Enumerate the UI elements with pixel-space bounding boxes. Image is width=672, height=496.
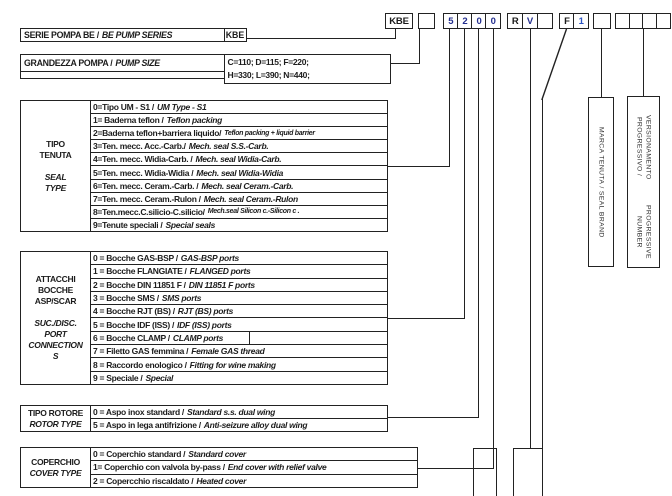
- v-code-connector-v: [530, 29, 531, 449]
- table-row: 1= Baderna teflon / Teflon packing: [91, 114, 387, 127]
- cover-type-label: [21, 448, 91, 487]
- size-label-box: [20, 54, 225, 72]
- table-row: 7 = Filetto GAS femmina / Female GAS thread: [91, 345, 387, 358]
- size-connector-h: [390, 63, 420, 64]
- table-row: 5 = Aspo in lega antifrizione / Anti-seizure alloy dual wing: [93, 420, 308, 430]
- section-label-line: TENUTA: [39, 149, 72, 160]
- section-label-line: SEAL: [44, 171, 67, 182]
- series-value-box: [224, 28, 247, 42]
- table-row: 2 = Copercchio riscaldato / Heated cover: [93, 475, 247, 486]
- section-label-line: TYPE: [44, 182, 66, 193]
- rotor-type-rows: [91, 406, 387, 431]
- code-cell: 2: [457, 13, 473, 29]
- size-values-line2: H=330; L=390; N=440;: [227, 70, 310, 80]
- code-cell: R: [507, 13, 523, 29]
- table-row: 0=Tipo UM - S1 / UM Type - S1: [91, 101, 387, 114]
- code-group-size: [418, 13, 435, 29]
- code-group-progressive: [615, 13, 671, 29]
- code-cell: KBE: [385, 13, 413, 29]
- table-row: 3 = Bocche SMS / SMS ports: [91, 292, 387, 305]
- ports-rows: [91, 252, 387, 384]
- section-label-line: TIPO ROTORE: [27, 407, 84, 418]
- table-row: 5 = Bocche IDF (ISS) / IDF (ISS) ports: [91, 318, 387, 331]
- row-inner-border: [249, 332, 250, 344]
- ports-label: [21, 252, 91, 384]
- rotor-type-label: [21, 406, 91, 431]
- f1-connector-v: [542, 99, 543, 448]
- section-label-line: COPERCHIO: [31, 456, 80, 467]
- progressive-connector-v: [643, 29, 644, 97]
- table-row: 6=Ten. mecc. Ceram.-Carb. / Mech. seal Ceram.-Carb.: [91, 180, 387, 193]
- section-label-line: SUC./DISC.: [34, 318, 77, 328]
- rotor-connector-h: [388, 417, 479, 418]
- progressive-number-side-box: [627, 96, 660, 268]
- table-row: 4 = Bocche RJT (BS) / RJT (BS) ports: [91, 305, 387, 318]
- table-row: 2=Baderna teflon+barriera liquido/ Teflon packing + liquid barrier: [91, 127, 387, 140]
- series-label-en: BE PUMP SERIES: [101, 30, 173, 40]
- code-cell: 1: [573, 13, 589, 29]
- table-row: 0 = Coperchio standard / Standard cover: [91, 448, 417, 461]
- size-row-extension-line: [20, 78, 225, 79]
- table-row: 7=Ten. mecc. Ceram.-Rulon / Mech. seal Ceram.-Rulon: [91, 193, 387, 206]
- section-label-line: TIPO: [46, 138, 65, 149]
- section-label-line: S: [52, 351, 59, 361]
- table-row: 1 = Bocche FLANGIATE / FLANGED ports: [91, 265, 387, 278]
- code-group-seal-brand: [593, 13, 611, 29]
- table-row: 6 = Bocche CLAMP / CLAMP ports: [91, 332, 387, 345]
- seal-connector-h: [388, 166, 450, 167]
- code-cell: [593, 13, 611, 29]
- code-cell: V: [522, 13, 538, 29]
- code-cell: F: [559, 13, 575, 29]
- vertical-label-line: MARCA TENUTA / SEAL BRAND: [597, 126, 605, 238]
- code-group-series: [385, 13, 413, 29]
- table-row: 0 = Aspo inox standard / Standard s.s. dual wing: [91, 406, 387, 419]
- rotor-type-table: [20, 405, 388, 432]
- code-cell: 0: [471, 13, 487, 29]
- code-cell: 0: [485, 13, 501, 29]
- cutoff-box-right: [513, 448, 543, 496]
- code-group-f1: [559, 13, 589, 29]
- section-label-line: ATTACCHI: [35, 274, 76, 284]
- table-row: 9 = Speciale / Special: [93, 372, 174, 383]
- code-group-rv: [507, 13, 553, 29]
- seal-brand-connector-v: [601, 29, 602, 98]
- code-cell: [537, 13, 553, 29]
- rotor-connector-v: [478, 29, 479, 418]
- vertical-label-line: VERSIONAMENTO PROGRESSIVO /: [635, 114, 652, 180]
- vertical-label-line: PROGRESSIVE NUMBER: [635, 205, 652, 260]
- series-label-box: [20, 28, 225, 42]
- table-row: 8 = Raccordo enologico / Fitting for wine making: [91, 358, 387, 371]
- seal-connector-v: [449, 29, 450, 167]
- section-label-line: COVER TYPE: [29, 467, 82, 478]
- cover-type-rows: [91, 448, 417, 487]
- seal-type-label: [21, 101, 91, 231]
- cover-type-table: [20, 447, 418, 488]
- code-cell: 5: [443, 13, 459, 29]
- section-label-line: ASP/SCAR: [34, 296, 77, 306]
- size-label-en: PUMP SIZE: [115, 58, 160, 68]
- ports-connector-h: [388, 318, 465, 319]
- table-row: 0 = Bocche GAS-BSP / GAS-BSP ports: [91, 252, 387, 265]
- cover-connector-h: [418, 468, 494, 469]
- f1-connector-diagonal: [540, 29, 568, 101]
- seal-brand-side-box: [588, 97, 614, 267]
- table-row: 2 = Bocche DIN 11851 F / DIN 11851 F ports: [91, 279, 387, 292]
- code-cell: [418, 13, 435, 29]
- section-label-line: CONNECTION: [28, 340, 83, 350]
- seal-type-rows: [91, 101, 387, 231]
- size-connector-v: [419, 29, 420, 64]
- section-label-line: PORT: [44, 329, 67, 339]
- series-value: KBE: [225, 30, 245, 40]
- ports-table: [20, 251, 388, 385]
- table-row: 4=Ten. mecc. Widia-Carb. / Mech. seal Widia-Carb.: [91, 153, 387, 166]
- size-row-extension-edge: [20, 71, 21, 79]
- series-connector-h: [246, 38, 395, 39]
- cover-connector-v: [493, 29, 494, 469]
- section-label-line: BOCCHE: [37, 285, 74, 295]
- ports-connector-v: [464, 29, 465, 319]
- table-row: 3=Ten. mecc. Acc.-Carb./ Mech. seal S.S.-Carb.: [91, 140, 387, 153]
- table-row: 8=Ten.mecc.C.silicio-C.silicio/ Mech.seal Silicon c.-Silicon c .: [91, 206, 387, 219]
- code-group-config: [443, 13, 501, 29]
- section-label-line: ROTOR TYPE: [29, 418, 82, 429]
- size-label-it: GRANDEZZA POMPA /: [24, 58, 113, 68]
- size-values-box: [224, 54, 391, 84]
- table-row: 5=Ten. mecc. Widia-Widia / Mech. seal Widia-Widia: [91, 166, 387, 179]
- size-values-line1: C=110; D=115; F=220;: [227, 57, 309, 67]
- table-row: 9=Tenute speciali / Special seals: [93, 219, 215, 230]
- seal-type-table: [20, 100, 388, 232]
- series-connector-v: [395, 29, 396, 39]
- code-cell: [656, 13, 671, 29]
- table-row: 1= Coperchio con valvola by-pass / End cover with relief valve: [91, 461, 417, 474]
- series-label-it: SERIE POMPA BE /: [24, 30, 99, 40]
